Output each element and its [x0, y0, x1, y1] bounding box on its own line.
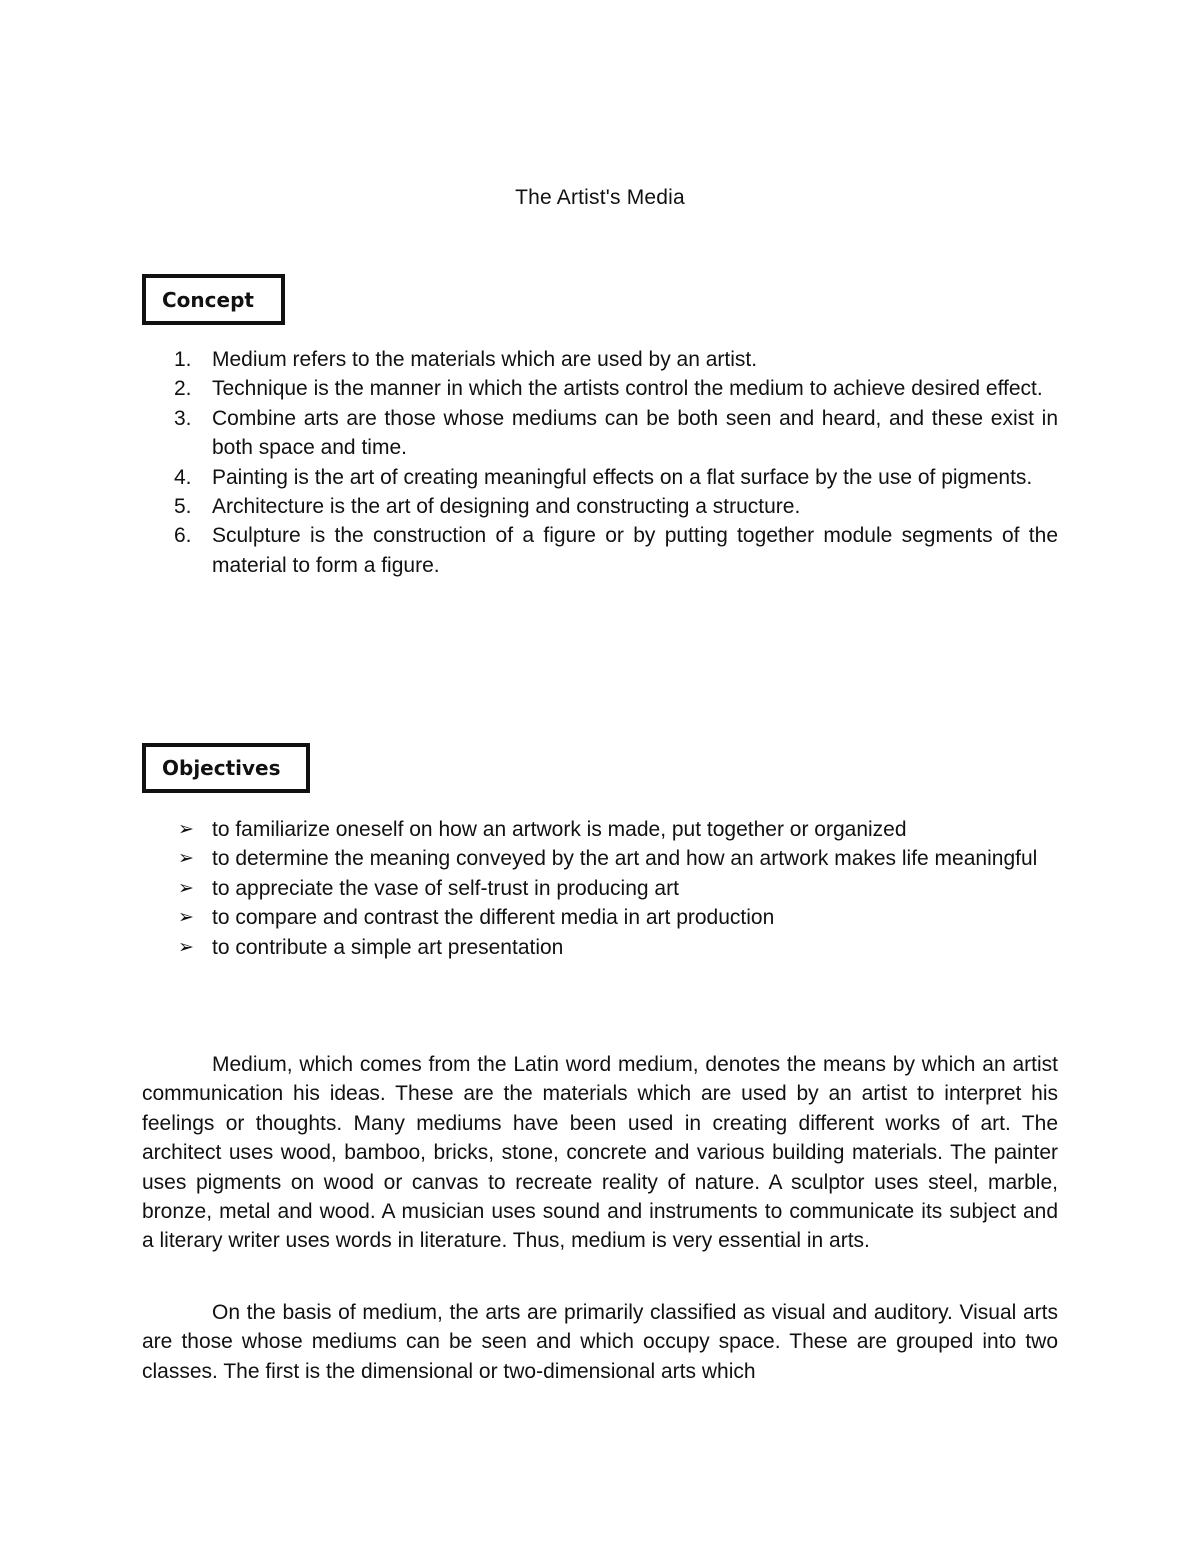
body-paragraph: On the basis of medium, the arts are primarily classified as visual and auditory. Visual arts are those whose mediums can be seen and which occupy space. These are grouped into two classes. The first is the dimensional or two-dimensional arts which [142, 1301, 1058, 1383]
list-item [142, 521, 1058, 580]
objectives-list [142, 815, 1058, 962]
list-item-text: Technique is the manner in which the artists control the medium to achieve desired effect. [212, 377, 1043, 401]
body-paragraph: Medium, which comes from the Latin word medium, denotes the means by which an artist communication his ideas. These are the materials which are used by an artist to interpret his feelings or thoughts. Many mediums have been used in creating different works of art. The architect uses wood, bamboo, bricks, stone, concrete and various building materials. The painter uses pigments on wood or canvas to recreate reality of nature. A sculptor uses steel, marble, bronze, metal and wood. A musician uses sound and instruments to communicate its subject and a literary writer uses words in literature. Thus, medium is very essential in arts. [142, 1053, 1058, 1253]
list-item [142, 815, 1058, 844]
list-item-text: to appreciate the vase of self-trust in producing art [212, 876, 679, 900]
objectives-heading-box [142, 743, 310, 793]
list-item-text: to determine the meaning conveyed by the art and how an artwork makes life meaningful [212, 847, 1038, 871]
list-item-text: Architecture is the art of designing and constructing a structure. [212, 495, 801, 519]
list-item [142, 874, 1058, 903]
list-item [142, 492, 1058, 521]
list-item [142, 463, 1058, 492]
list-item-text: Sculpture is the construction of a figure or by putting together module segments of the material to form a figure. [212, 524, 1058, 577]
list-item [142, 404, 1058, 463]
list-item-text: to contribute a simple art presentation [212, 935, 564, 959]
list-number: 2. [174, 377, 192, 401]
list-item [142, 903, 1058, 932]
list-item [142, 933, 1058, 962]
concept-list [142, 345, 1058, 580]
list-item-text: to compare and contrast the different media in art production [212, 906, 775, 930]
list-item-text: Painting is the art of creating meaningful effects on a flat surface by the use of pigments. [212, 465, 1033, 489]
arrow-bullet-icon: ➢ [178, 935, 194, 958]
arrow-bullet-icon: ➢ [178, 906, 194, 929]
list-number: 5. [174, 495, 192, 519]
arrow-bullet-icon: ➢ [178, 818, 194, 840]
document-title: The Artist's Media [515, 186, 685, 209]
arrow-bullet-icon: ➢ [178, 876, 194, 899]
list-number: 6. [174, 524, 192, 548]
list-item-text: to familiarize oneself on how an artwork is made, put together or organized [212, 818, 907, 841]
list-item [142, 374, 1058, 403]
list-item [142, 345, 1058, 374]
concept-heading: Concept [162, 287, 254, 312]
arrow-bullet-icon: ➢ [178, 847, 194, 870]
objectives-heading: Objectives [162, 756, 281, 780]
list-item-text: Medium refers to the materials which are used by an artist. [212, 348, 758, 371]
concept-heading-box [142, 274, 285, 325]
list-number: 3. [174, 406, 192, 430]
list-number: 1. [174, 348, 192, 371]
list-item [142, 844, 1058, 873]
list-number: 4. [174, 465, 192, 489]
list-item-text: Combine arts are those whose mediums can be both seen and heard, and these exist in both space and time. [212, 406, 1058, 460]
